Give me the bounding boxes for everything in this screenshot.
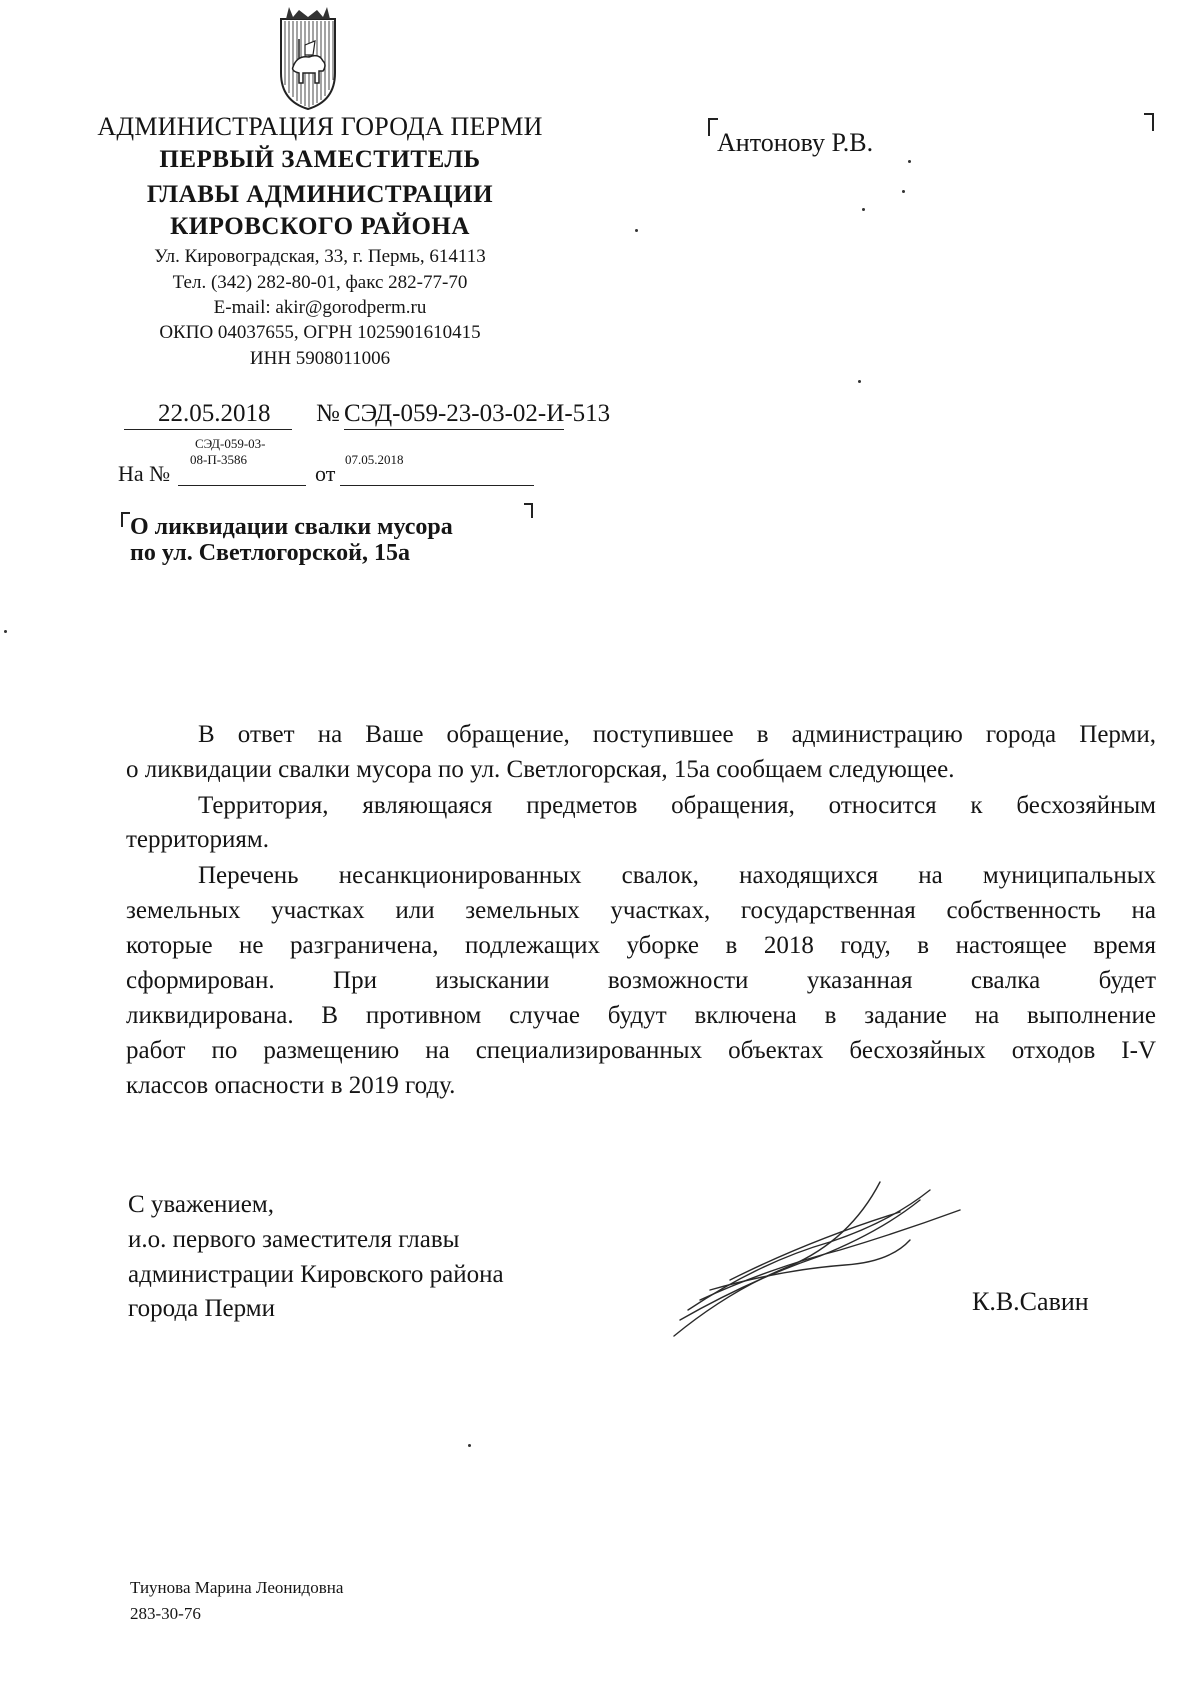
reference-label: На № <box>118 461 171 486</box>
scan-speck <box>4 630 7 633</box>
scan-speck <box>862 208 865 211</box>
scan-speck <box>902 190 905 193</box>
outgoing-number: СЭД-059-23-03-02-И-513 <box>344 400 611 427</box>
email-line: E-mail: akir@gorodperm.ru <box>213 297 427 318</box>
body-paragraph-3-line-1: Перечень несанкционированных свалок, находящихся на муниципальных <box>198 862 1156 889</box>
executor-name: Тиунова Марина Леонидовна <box>130 1578 344 1597</box>
outgoing-date: 22.05.2018 <box>158 400 271 427</box>
organization-name: АДМИНИСТРАЦИЯ ГОРОДА ПЕРМИ <box>97 112 543 141</box>
position-line-1: ПЕРВЫЙ ЗАМЕСТИТЕЛЬ <box>159 146 481 173</box>
body-paragraph-3-line-3: которые не разграничена, подлежащих уборке в 2018 году, в настоящее время <box>126 932 1156 959</box>
number-underline <box>344 429 564 430</box>
closing-position-line-2: администрации Кировского района <box>128 1261 504 1288</box>
closing-position-line-1: и.о. первого заместителя главы <box>128 1226 460 1253</box>
address-line: Ул. Кировоградская, 33, г. Пермь, 614113 <box>154 246 486 267</box>
addressee: Антонову Р.В. <box>717 128 874 157</box>
reference-date-label: от <box>315 461 336 486</box>
codes-line: ОКПО 04037655, ОГРН 1025901610415 <box>159 322 481 343</box>
body-paragraph-3-line-4: сформирован. При изыскании возможности указанная свалка будет <box>126 967 1156 994</box>
scan-speck <box>858 380 861 383</box>
subject-line-2: по ул. Светлогорской, 15а <box>130 540 410 566</box>
body-paragraph-1-line-1: В ответ на Ваше обращение, поступившее в администрацию города Перми, <box>198 721 1156 748</box>
reference-date-underline <box>340 485 534 486</box>
inn-line: ИНН 5908011006 <box>249 348 391 369</box>
position-line-2: ГЛАВЫ АДМИНИСТРАЦИИ <box>146 181 494 208</box>
date-underline <box>124 429 292 430</box>
reference-number-underline <box>178 485 306 486</box>
body-paragraph-3-line-5: ликвидирована. В противном случае будут включена в задание на выполнение <box>126 1002 1156 1029</box>
phone-line: Тел. (342) 282-80-01, факс 282-77-70 <box>172 272 468 293</box>
subject-bracket-right <box>524 503 533 518</box>
body-paragraph-1-line-2: о ликвидации свалки мусора по ул. Светлогорская, 15а сообщаем следующее. <box>126 756 955 783</box>
handwritten-signature <box>670 1170 970 1340</box>
scan-speck <box>635 229 638 232</box>
coat-of-arms-emblem <box>275 5 341 111</box>
body-paragraph-3-line-2: земельных участках или земельных участках, государственная собственность на <box>126 897 1156 924</box>
position-line-3: КИРОВСКОГО РАЙОНА <box>170 213 470 240</box>
closing-position-line-3: города Перми <box>128 1295 275 1322</box>
body-paragraph-3-line-6: работ по размещению на специализированных объектах бесхозяйных отходов I-V <box>126 1037 1156 1064</box>
subject-bracket-left <box>121 512 130 527</box>
reference-number-part-1: СЭД-059-03- <box>195 436 266 451</box>
reference-date: 07.05.2018 <box>345 452 404 467</box>
signer-name: К.В.Савин <box>972 1287 1089 1316</box>
executor-phone: 283-30-76 <box>130 1604 201 1623</box>
reference-number-part-2: 08-П-3586 <box>190 452 248 467</box>
body-paragraph-3-line-7: классов опасности в 2019 году. <box>126 1072 456 1099</box>
closing-regards: С уважением, <box>128 1191 274 1218</box>
subject-line-1: О ликвидации свалки мусора <box>130 514 453 540</box>
addressee-bracket-right <box>1144 113 1154 131</box>
body-paragraph-2-line-2: территориям. <box>126 826 269 853</box>
body-paragraph-2-line-1: Территория, являющаяся предметов обращения, относится к бесхозяйным <box>198 792 1156 819</box>
scan-speck <box>468 1444 471 1447</box>
scan-speck <box>908 160 911 163</box>
outgoing-number-label: № <box>316 400 340 427</box>
